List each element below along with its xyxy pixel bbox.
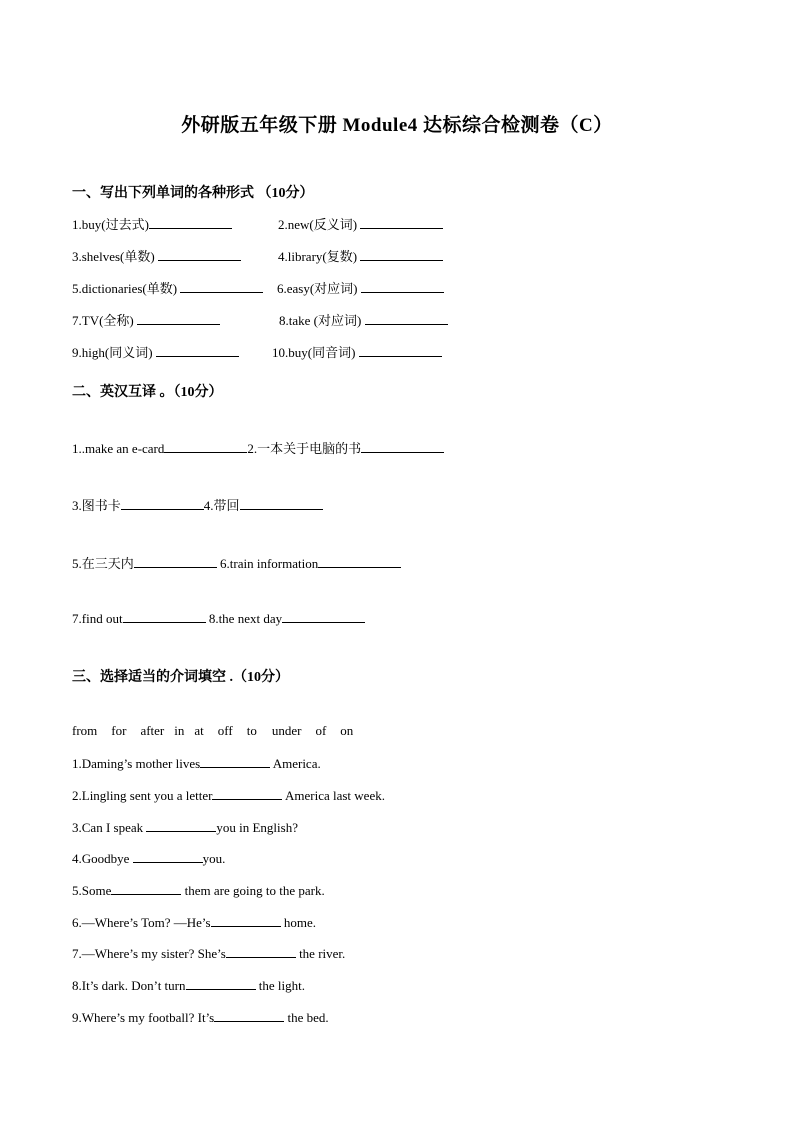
answer-blank[interactable]: [282, 610, 365, 623]
word-bank-item: on: [340, 723, 354, 738]
answer-blank[interactable]: [214, 1009, 284, 1022]
word-bank-item: in: [174, 723, 185, 738]
word-bank-item: after: [140, 723, 165, 738]
answer-blank[interactable]: [146, 819, 216, 832]
word-bank-item: under: [271, 723, 302, 738]
s1-item-10: 10.buy(同音词): [272, 342, 442, 361]
answer-blank[interactable]: [359, 344, 442, 357]
s2-row-3: 5.在三天内 6.train information: [72, 553, 401, 572]
s3-question-6: 6.—Where’s Tom? —He’s home.: [72, 915, 316, 930]
s1-item-8: 8.take (对应词): [279, 310, 448, 329]
s3-question-7: 7.—Where’s my sister? She’s the river.: [72, 946, 346, 961]
s1-item-4: 4.library(复数): [278, 246, 443, 265]
s1-item-2: 2.new(反义词): [278, 214, 443, 233]
answer-blank[interactable]: [137, 312, 220, 325]
word-bank-item: to: [246, 723, 257, 738]
word-bank-item: at: [194, 723, 204, 738]
word-bank-item: from: [72, 723, 98, 738]
s1-item-7: 7.TV(全称): [72, 310, 220, 329]
word-bank-item: of: [315, 723, 327, 738]
s1-item-6: 6.easy(对应词): [277, 278, 444, 297]
s1-item-3: 3.shelves(单数): [72, 246, 241, 265]
answer-blank[interactable]: [226, 945, 296, 958]
answer-blank[interactable]: [123, 610, 206, 623]
answer-blank[interactable]: [211, 914, 281, 927]
s2-row-1: 1..make an e-card 2.一本关于电脑的书: [72, 438, 444, 457]
s2-row-4: 7.find out 8.the next day: [72, 610, 365, 627]
section2-heading: 二、英汉互译 。（10分）: [72, 385, 223, 400]
s3-question-2: 2.Lingling sent you a letter America last week.: [72, 788, 385, 803]
section1-heading: 一、写出下列单词的各种形式 （10分）: [72, 186, 314, 201]
s1-item-9: 9.high(同义词): [72, 342, 239, 361]
answer-blank[interactable]: [200, 755, 270, 768]
answer-blank[interactable]: [212, 787, 282, 800]
answer-blank[interactable]: [360, 248, 443, 261]
s1-item-1: 1.buy(过去式): [72, 214, 232, 233]
s3-question-3: 3.Can I speak you in English?: [72, 820, 298, 835]
word-bank: [72, 723, 353, 739]
s3-question-5: 5.Some them are going to the park.: [72, 883, 325, 898]
answer-blank[interactable]: [186, 977, 256, 990]
answer-blank[interactable]: [134, 555, 217, 568]
answer-blank[interactable]: [164, 440, 247, 453]
answer-blank[interactable]: [361, 440, 444, 453]
word-bank-item: for: [111, 723, 127, 738]
word-bank-item: off: [217, 723, 233, 738]
answer-blank[interactable]: [149, 216, 232, 229]
answer-blank[interactable]: [360, 216, 443, 229]
s2-row-2: 3.图书卡 4.带回: [72, 495, 323, 514]
answer-blank[interactable]: [121, 497, 204, 510]
answer-blank[interactable]: [361, 280, 444, 293]
answer-blank[interactable]: [111, 882, 181, 895]
section3-heading: 三、选择适当的介词填空 .（10分）: [72, 670, 289, 685]
s1-item-5: 5.dictionaries(单数): [72, 278, 263, 297]
answer-blank[interactable]: [158, 248, 241, 261]
answer-blank[interactable]: [133, 850, 203, 863]
answer-blank[interactable]: [365, 312, 448, 325]
answer-blank[interactable]: [240, 497, 323, 510]
s3-question-9: 9.Where’s my football? It’s the bed.: [72, 1010, 329, 1025]
s3-question-8: 8.It’s dark. Don’t turn the light.: [72, 978, 305, 993]
page-title: 外研版五年级下册 Module4 达标综合检测卷（C）: [181, 115, 613, 136]
answer-blank[interactable]: [318, 555, 401, 568]
s3-question-4: 4.Goodbye you.: [72, 851, 226, 866]
s3-question-1: 1.Daming’s mother lives America.: [72, 756, 321, 771]
answer-blank[interactable]: [156, 344, 239, 357]
answer-blank[interactable]: [180, 280, 263, 293]
